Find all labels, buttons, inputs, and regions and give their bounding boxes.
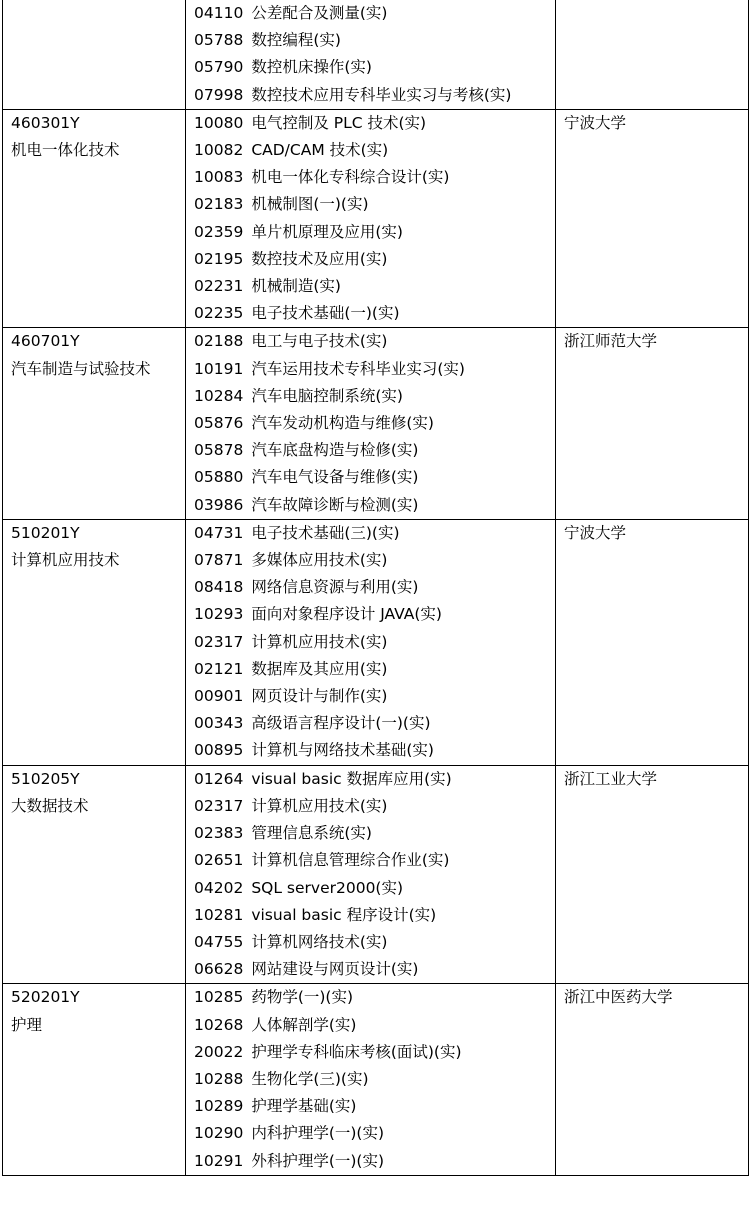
course-name: 电气控制及 PLC 技术(实)	[251, 113, 427, 132]
course-name: 网络信息资源与利用(实)	[251, 578, 419, 597]
course-code: 08418	[194, 578, 244, 597]
major-code: 460301Y	[11, 113, 80, 132]
course-item	[194, 984, 555, 1011]
course-code: 10281	[194, 905, 244, 924]
course-item	[194, 820, 555, 847]
course-item	[194, 737, 555, 764]
table-body	[3, 0, 749, 1175]
course-item	[194, 1093, 555, 1120]
course-code: 05880	[194, 468, 244, 487]
major-code: 460701Y	[11, 332, 80, 351]
school-cell	[556, 109, 749, 328]
course-name: 汽车故障诊断与检测(实)	[251, 495, 419, 514]
table-row	[3, 328, 749, 519]
course-name: 计算机与网络技术基础(实)	[251, 741, 434, 760]
major-name: 机电一体化技术	[11, 141, 120, 160]
school-name: 宁波大学	[564, 523, 627, 542]
course-code: 10080	[194, 113, 244, 132]
course-item	[194, 547, 555, 574]
course-item	[194, 54, 555, 81]
course-name: 电子技术基础(三)(实)	[251, 523, 400, 542]
course-name: 电工与电子技术(实)	[251, 332, 388, 351]
table-row	[3, 109, 749, 328]
course-code: 04110	[194, 4, 244, 22]
course-item	[194, 520, 555, 547]
course-code: 07998	[194, 85, 244, 104]
course-code: 05876	[194, 414, 244, 433]
course-item	[194, 191, 555, 218]
course-name: 计算机应用技术(实)	[251, 796, 388, 815]
school-name: 浙江中医药大学	[564, 988, 673, 1007]
school-name: 宁波大学	[564, 113, 627, 132]
course-cell	[186, 328, 556, 519]
major-cell	[3, 0, 186, 109]
course-item	[194, 875, 555, 902]
course-item	[194, 574, 555, 601]
course-cell	[186, 109, 556, 328]
major-cell	[3, 765, 186, 984]
course-name: 汽车发动机构造与维修(实)	[251, 414, 434, 433]
major-name: 护理	[11, 1015, 43, 1034]
course-code: 20022	[194, 1042, 244, 1061]
course-item	[194, 246, 555, 273]
course-name: 管理信息系统(实)	[251, 824, 372, 843]
course-item	[194, 1148, 555, 1175]
course-name: 汽车运用技术专科毕业实习(实)	[251, 359, 465, 378]
school-cell	[556, 0, 749, 109]
course-name: visual basic 程序设计(实)	[251, 905, 437, 924]
major-code: 510205Y	[11, 769, 80, 788]
course-item	[194, 27, 555, 54]
course-item	[194, 410, 555, 437]
course-code: 04202	[194, 878, 244, 897]
course-name: 网页设计与制作(实)	[251, 687, 388, 706]
course-name: 计算机网络技术(实)	[251, 932, 388, 951]
course-item	[194, 219, 555, 246]
course-code: 10268	[194, 1015, 244, 1034]
course-item	[194, 929, 555, 956]
course-code: 02121	[194, 659, 244, 678]
course-cell	[186, 765, 556, 984]
course-name: 数控技术应用专科毕业实习与考核(实)	[251, 85, 512, 104]
course-name: SQL server2000(实)	[251, 878, 404, 897]
course-item	[194, 383, 555, 410]
major-cell	[3, 328, 186, 519]
course-name: 生物化学(三)(实)	[251, 1069, 369, 1088]
major-cell	[3, 109, 186, 328]
course-item	[194, 110, 555, 137]
course-cell	[186, 984, 556, 1175]
course-code: 02317	[194, 632, 244, 651]
table-row	[3, 984, 749, 1175]
course-table	[2, 0, 749, 1176]
course-item	[194, 1120, 555, 1147]
course-code: 05878	[194, 441, 244, 460]
course-name: 面向对象程序设计 JAVA(实)	[251, 605, 442, 624]
course-item	[194, 492, 555, 519]
major-cell	[3, 984, 186, 1175]
course-code: 10289	[194, 1097, 244, 1116]
course-name: 汽车电气设备与维修(实)	[251, 468, 419, 487]
course-item	[194, 356, 555, 383]
course-name: 汽车电脑控制系统(实)	[251, 386, 403, 405]
course-item	[194, 464, 555, 491]
major-code: 520201Y	[11, 988, 80, 1007]
course-code: 02231	[194, 277, 244, 296]
course-name: 机械制图(一)(实)	[251, 195, 369, 214]
course-cell	[186, 519, 556, 765]
course-item	[194, 137, 555, 164]
course-code: 10291	[194, 1151, 244, 1170]
course-item	[194, 710, 555, 737]
course-code: 00343	[194, 714, 244, 733]
course-name: 药物学(一)(实)	[251, 988, 354, 1007]
course-name: 护理学专科临床考核(面试)(实)	[251, 1042, 462, 1061]
course-item	[194, 273, 555, 300]
school-cell	[556, 984, 749, 1175]
major-name: 大数据技术	[11, 796, 89, 815]
course-name: 计算机应用技术(实)	[251, 632, 388, 651]
course-code: 02317	[194, 796, 244, 815]
major-code: 510201Y	[11, 523, 80, 542]
course-name: 网站建设与网页设计(实)	[251, 960, 419, 979]
course-cell	[186, 0, 556, 109]
course-code: 00895	[194, 741, 244, 760]
course-item	[194, 82, 555, 109]
course-name: 电子技术基础(一)(实)	[251, 304, 400, 323]
school-name: 浙江师范大学	[564, 332, 658, 351]
course-name: 公差配合及测量(实)	[251, 4, 388, 22]
course-code: 03986	[194, 495, 244, 514]
course-code: 10284	[194, 386, 244, 405]
course-item	[194, 793, 555, 820]
course-item	[194, 164, 555, 191]
course-code: 05790	[194, 58, 244, 77]
course-name: CAD/CAM 技术(实)	[251, 141, 389, 160]
school-cell	[556, 328, 749, 519]
course-name: 单片机原理及应用(实)	[251, 222, 403, 241]
course-name: 外科护理学(一)(实)	[251, 1151, 385, 1170]
course-code: 02188	[194, 332, 244, 351]
course-item	[194, 437, 555, 464]
course-code: 02235	[194, 304, 244, 323]
course-code: 04731	[194, 523, 244, 542]
course-item	[194, 956, 555, 983]
course-name: 多媒体应用技术(实)	[251, 551, 388, 570]
table-row	[3, 0, 749, 109]
course-item	[194, 1012, 555, 1039]
course-code: 10290	[194, 1124, 244, 1143]
course-code: 10293	[194, 605, 244, 624]
course-item	[194, 766, 555, 793]
course-item	[194, 0, 555, 27]
table-row	[3, 765, 749, 984]
course-code: 00901	[194, 687, 244, 706]
table-row	[3, 519, 749, 765]
course-name: 机械制造(实)	[251, 277, 341, 296]
course-item	[194, 629, 555, 656]
course-code: 04755	[194, 932, 244, 951]
course-item	[194, 328, 555, 355]
course-item	[194, 1039, 555, 1066]
course-item	[194, 300, 555, 327]
course-code: 07871	[194, 551, 244, 570]
course-code: 10082	[194, 141, 244, 160]
course-code: 05788	[194, 31, 244, 50]
course-code: 02651	[194, 851, 244, 870]
course-item	[194, 601, 555, 628]
course-name: 汽车底盘构造与检修(实)	[251, 441, 419, 460]
major-cell	[3, 519, 186, 765]
course-name: 数控编程(实)	[251, 31, 341, 50]
course-name: 机电一体化专科综合设计(实)	[251, 168, 450, 187]
course-item	[194, 902, 555, 929]
major-name: 汽车制造与试验技术	[11, 359, 151, 378]
course-name: 护理学基础(实)	[251, 1097, 357, 1116]
course-name: 内科护理学(一)(实)	[251, 1124, 385, 1143]
course-item	[194, 847, 555, 874]
course-item	[194, 1066, 555, 1093]
course-code: 10288	[194, 1069, 244, 1088]
school-cell	[556, 765, 749, 984]
course-name: 数据库及其应用(实)	[251, 659, 388, 678]
course-code: 10285	[194, 988, 244, 1007]
course-code: 02359	[194, 222, 244, 241]
school-name: 浙江工业大学	[564, 769, 658, 788]
course-name: 高级语言程序设计(一)(实)	[251, 714, 431, 733]
course-item	[194, 683, 555, 710]
school-cell	[556, 519, 749, 765]
course-code: 10083	[194, 168, 244, 187]
course-name: 人体解剖学(实)	[251, 1015, 357, 1034]
course-code: 10191	[194, 359, 244, 378]
major-name: 计算机应用技术	[11, 551, 120, 570]
course-name: 计算机信息管理综合作业(实)	[251, 851, 450, 870]
course-code: 06628	[194, 960, 244, 979]
course-code: 02183	[194, 195, 244, 214]
course-item	[194, 656, 555, 683]
course-name: 数控机床操作(实)	[251, 58, 372, 77]
course-code: 02383	[194, 824, 244, 843]
course-name: 数控技术及应用(实)	[251, 249, 388, 268]
course-code: 01264	[194, 769, 244, 788]
course-code: 02195	[194, 249, 244, 268]
course-name: visual basic 数据库应用(实)	[251, 769, 452, 788]
